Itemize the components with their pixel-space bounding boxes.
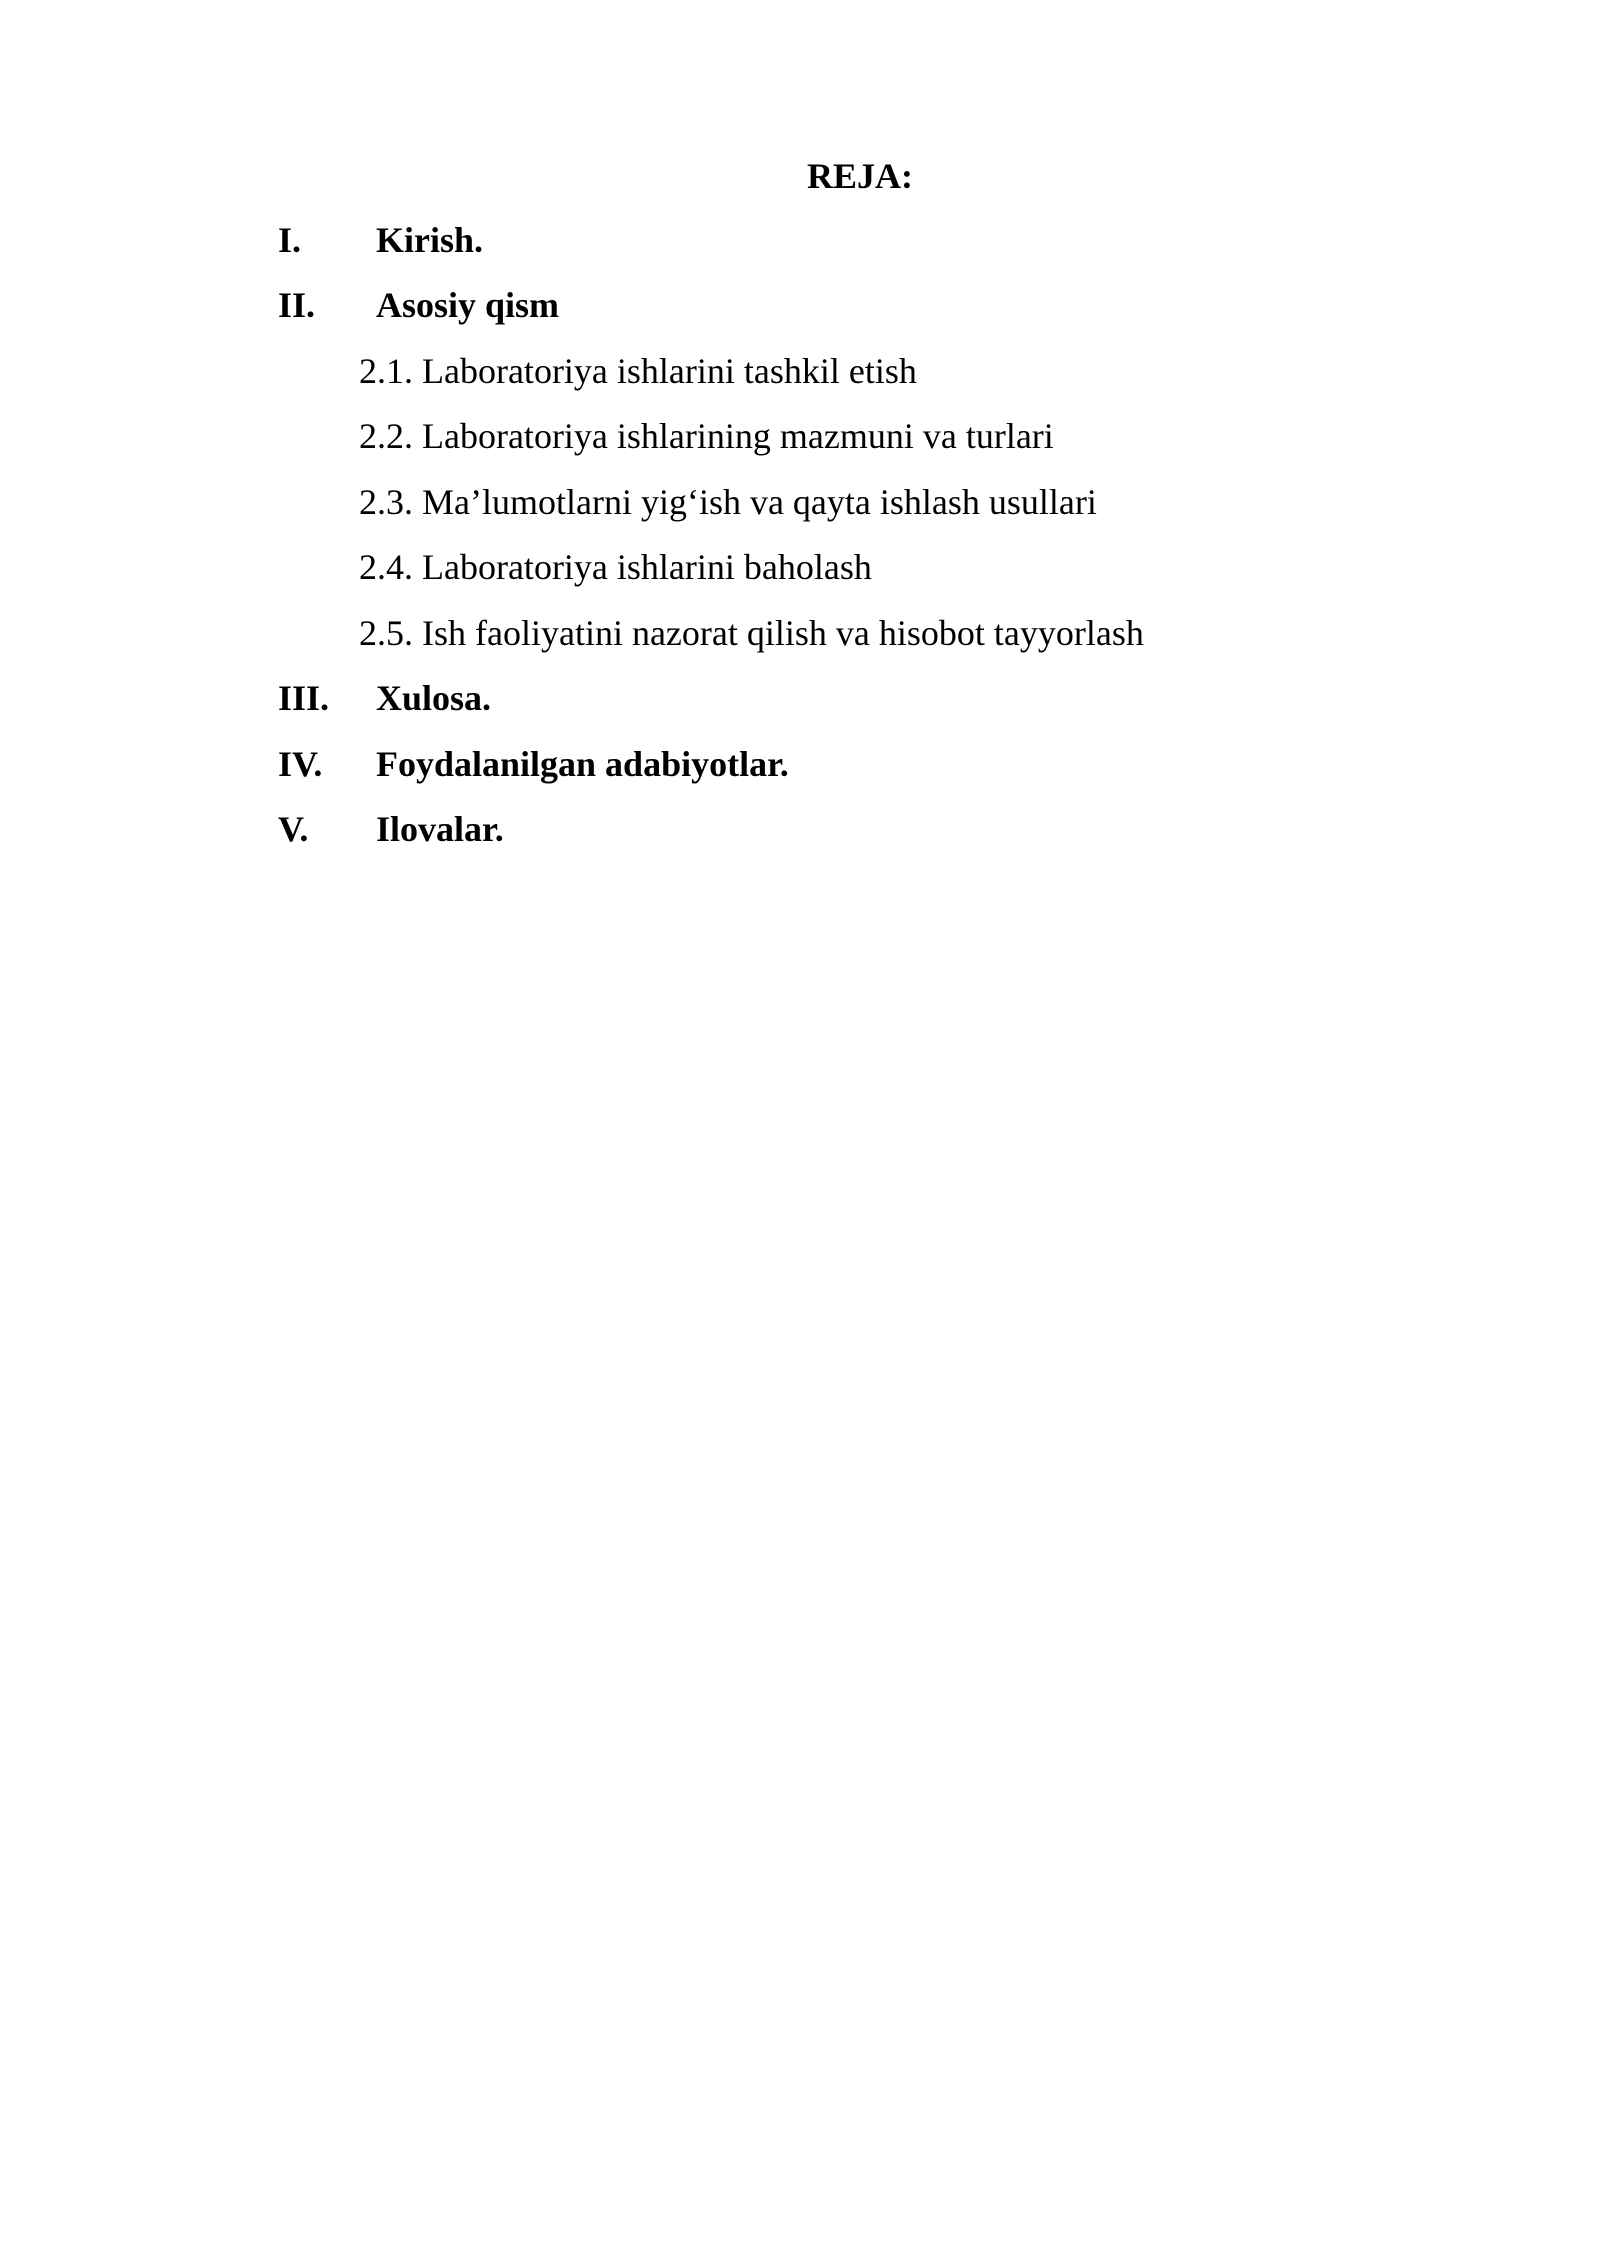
item-label: Ilovalar. xyxy=(376,809,504,849)
item-label: Foydalanilgan adabiyotlar. xyxy=(376,744,789,784)
subitem-label: 2.3. Ma’lumotlarni yig‘ish va qayta ishlash usullari xyxy=(359,482,1097,522)
subitem-label: 2.5. Ish faoliyatini nazorat qilish va hisobot tayyorlash xyxy=(359,613,1144,653)
item-number: II. xyxy=(278,285,316,325)
subitem-label: 2.4. Laboratoriya ishlarini baholash xyxy=(359,547,872,587)
item-label: Xulosa. xyxy=(376,678,492,718)
item-number: IV. xyxy=(278,744,323,784)
outline-item-4 xyxy=(0,738,1600,790)
item-number: I. xyxy=(278,220,302,260)
item-number: III. xyxy=(278,678,330,718)
page-title: REJA: xyxy=(807,156,913,196)
subitem-label: 2.1. Laboratoriya ishlarini tashkil etish xyxy=(359,351,917,391)
outline-item-5 xyxy=(0,803,1600,855)
outline-subitem-2-5 xyxy=(0,607,1600,659)
outline-subitem-2-3 xyxy=(0,476,1600,528)
outline-subitem-2-1 xyxy=(0,345,1600,397)
item-label: Kirish. xyxy=(376,220,484,260)
outline-item-2 xyxy=(0,279,1600,331)
outline-item-1 xyxy=(0,214,1600,266)
item-label: Asosiy qism xyxy=(376,285,560,325)
outline-subitem-2-4 xyxy=(0,541,1600,593)
outline-item-3 xyxy=(0,672,1600,724)
outline-subitem-2-2 xyxy=(0,410,1600,462)
item-number: V. xyxy=(278,809,309,849)
subitem-label: 2.2. Laboratoriya ishlarining mazmuni va turlari xyxy=(359,416,1054,456)
